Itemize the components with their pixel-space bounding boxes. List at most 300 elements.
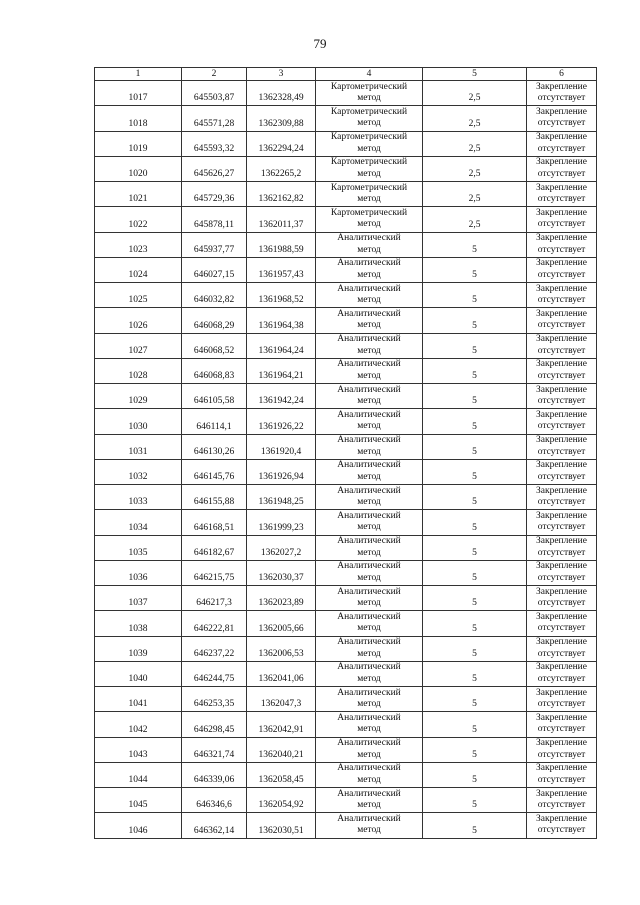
accuracy-cell: 5 — [423, 308, 527, 333]
fixing-cell-line-1: Закрепление — [536, 611, 587, 622]
method-cell-line-2: метод — [357, 118, 381, 129]
table-row — [95, 207, 597, 232]
accuracy-cell: 5 — [423, 737, 527, 762]
method-cell-line-1: Картометрический — [330, 207, 408, 218]
fixing-cell-line-2: отсутствует — [537, 724, 586, 735]
x-coordinate-cell: 646114,1 — [182, 409, 247, 434]
method-cell-line-1: Аналитический — [337, 233, 401, 244]
fixing-cell-line-1: Закрепление — [536, 687, 587, 698]
y-coordinate-cell: 1361964,38 — [247, 308, 316, 333]
method-cell — [316, 611, 423, 636]
accuracy-cell: 5 — [423, 333, 527, 358]
method-cell-line-1: Аналитический — [337, 662, 401, 673]
fixing-cell-line-2: отсутствует — [537, 648, 586, 659]
fixing-cell — [527, 813, 597, 838]
y-coordinate-cell: 1361957,43 — [247, 257, 316, 282]
fixing-cell — [527, 232, 597, 257]
fixing-cell-line-2: отсутствует — [537, 825, 586, 836]
x-coordinate-cell: 646068,83 — [182, 358, 247, 383]
fixing-cell-line-2: отсутствует — [537, 118, 586, 129]
fixing-cell-line-1: Закрепление — [536, 308, 587, 319]
fixing-cell — [527, 712, 597, 737]
x-coordinate-cell: 645937,77 — [182, 232, 247, 257]
table-row — [95, 459, 597, 484]
fixing-cell-line-1: Закрепление — [536, 586, 587, 597]
y-coordinate-cell: 1361948,25 — [247, 485, 316, 510]
y-coordinate-cell: 1362030,37 — [247, 560, 316, 585]
method-cell-line-2: метод — [357, 194, 381, 205]
accuracy-cell: 5 — [423, 384, 527, 409]
method-cell — [316, 712, 423, 737]
x-coordinate-cell: 645593,32 — [182, 131, 247, 156]
accuracy-cell: 5 — [423, 434, 527, 459]
y-coordinate-cell: 1361920,4 — [247, 434, 316, 459]
accuracy-cell: 2,5 — [423, 156, 527, 181]
method-cell-line-1: Аналитический — [337, 460, 401, 471]
method-cell-line-1: Картометрический — [330, 157, 408, 168]
fixing-cell — [527, 308, 597, 333]
point-number-cell: 1039 — [95, 636, 182, 661]
method-cell — [316, 687, 423, 712]
fixing-cell-line-1: Закрепление — [536, 81, 587, 92]
table-row — [95, 81, 597, 106]
method-cell-line-2: метод — [357, 547, 381, 558]
fixing-cell — [527, 510, 597, 535]
table-header — [95, 68, 597, 81]
fixing-cell-line-2: отсутствует — [537, 269, 586, 280]
accuracy-cell: 5 — [423, 283, 527, 308]
method-cell-line-2: метод — [357, 396, 381, 407]
method-cell-line-2: метод — [357, 572, 381, 583]
method-cell-line-1: Аналитический — [337, 384, 401, 395]
method-cell-line-2: метод — [357, 497, 381, 508]
fixing-cell-line-2: отсутствует — [537, 194, 586, 205]
x-coordinate-cell: 646222,81 — [182, 611, 247, 636]
method-cell-line-1: Аналитический — [337, 712, 401, 723]
point-number-cell: 1041 — [95, 687, 182, 712]
method-cell-line-2: метод — [357, 774, 381, 785]
table-row — [95, 737, 597, 762]
method-cell-line-1: Аналитический — [337, 409, 401, 420]
y-coordinate-cell: 1362294,24 — [247, 131, 316, 156]
method-cell — [316, 308, 423, 333]
method-cell-line-1: Аналитический — [337, 359, 401, 370]
method-cell-line-2: метод — [357, 320, 381, 331]
accuracy-cell: 5 — [423, 257, 527, 282]
fixing-cell-line-2: отсутствует — [537, 244, 586, 255]
accuracy-cell: 5 — [423, 788, 527, 813]
table-row — [95, 485, 597, 510]
method-cell-line-2: метод — [357, 269, 381, 280]
method-cell — [316, 434, 423, 459]
method-cell — [316, 182, 423, 207]
accuracy-cell: 5 — [423, 636, 527, 661]
x-coordinate-cell: 646027,15 — [182, 257, 247, 282]
point-number-cell: 1030 — [95, 409, 182, 434]
method-cell — [316, 535, 423, 560]
accuracy-cell: 5 — [423, 510, 527, 535]
y-coordinate-cell: 1362162,82 — [247, 182, 316, 207]
method-cell-line-2: метод — [357, 471, 381, 482]
x-coordinate-cell: 646244,75 — [182, 661, 247, 686]
fixing-cell-line-2: отсутствует — [537, 800, 586, 811]
method-cell — [316, 586, 423, 611]
method-cell — [316, 384, 423, 409]
method-cell-line-2: метод — [357, 749, 381, 760]
y-coordinate-cell: 1362040,21 — [247, 737, 316, 762]
fixing-cell-line-2: отсутствует — [537, 699, 586, 710]
table-row — [95, 535, 597, 560]
method-cell-line-2: метод — [357, 623, 381, 634]
y-coordinate-cell: 1362047,3 — [247, 687, 316, 712]
accuracy-cell: 2,5 — [423, 207, 527, 232]
x-coordinate-cell: 646068,52 — [182, 333, 247, 358]
accuracy-cell: 5 — [423, 762, 527, 787]
accuracy-cell: 5 — [423, 813, 527, 838]
fixing-cell — [527, 535, 597, 560]
method-cell-line-1: Аналитический — [337, 283, 401, 294]
method-cell-line-2: метод — [357, 345, 381, 356]
fixing-cell-line-1: Закрепление — [536, 485, 587, 496]
table-row — [95, 510, 597, 535]
header-row — [95, 68, 597, 81]
x-coordinate-cell: 646068,29 — [182, 308, 247, 333]
point-number-cell: 1040 — [95, 661, 182, 686]
fixing-cell-line-2: отсутствует — [537, 547, 586, 558]
table-row — [95, 762, 597, 787]
accuracy-cell: 5 — [423, 560, 527, 585]
y-coordinate-cell: 1362042,91 — [247, 712, 316, 737]
fixing-cell — [527, 358, 597, 383]
fixing-cell — [527, 156, 597, 181]
table-row — [95, 384, 597, 409]
method-cell-line-1: Аналитический — [337, 334, 401, 345]
fixing-cell-line-1: Закрепление — [536, 157, 587, 168]
fixing-cell-line-2: отсутствует — [537, 673, 586, 684]
fixing-cell — [527, 384, 597, 409]
x-coordinate-cell: 646253,35 — [182, 687, 247, 712]
method-cell — [316, 636, 423, 661]
accuracy-cell: 5 — [423, 459, 527, 484]
table-row — [95, 813, 597, 838]
fixing-cell-line-1: Закрепление — [536, 409, 587, 420]
y-coordinate-cell: 1361968,52 — [247, 283, 316, 308]
point-number-cell: 1017 — [95, 81, 182, 106]
table-row — [95, 434, 597, 459]
fixing-cell — [527, 81, 597, 106]
point-number-cell: 1025 — [95, 283, 182, 308]
y-coordinate-cell: 1362309,88 — [247, 106, 316, 131]
table-row — [95, 687, 597, 712]
fixing-cell-line-1: Закрепление — [536, 258, 587, 269]
method-cell — [316, 257, 423, 282]
y-coordinate-cell: 1361964,21 — [247, 358, 316, 383]
table-row — [95, 333, 597, 358]
table-body — [95, 81, 597, 839]
x-coordinate-cell: 645729,36 — [182, 182, 247, 207]
accuracy-cell: 5 — [423, 611, 527, 636]
table-row — [95, 560, 597, 585]
table-row — [95, 661, 597, 686]
coordinates-table — [94, 67, 597, 839]
fixing-cell-line-2: отсутствует — [537, 320, 586, 331]
method-cell-line-2: метод — [357, 522, 381, 533]
fixing-cell — [527, 737, 597, 762]
method-cell-line-1: Аналитический — [337, 308, 401, 319]
fixing-cell — [527, 661, 597, 686]
fixing-cell-line-2: отсутствует — [537, 598, 586, 609]
method-cell — [316, 333, 423, 358]
fixing-cell-line-1: Закрепление — [536, 813, 587, 824]
fixing-cell-line-2: отсутствует — [537, 749, 586, 760]
y-coordinate-cell: 1362006,53 — [247, 636, 316, 661]
method-cell — [316, 409, 423, 434]
method-cell-line-2: метод — [357, 93, 381, 104]
table-row — [95, 409, 597, 434]
point-number-cell: 1028 — [95, 358, 182, 383]
fixing-cell-line-2: отсутствует — [537, 572, 586, 583]
fixing-cell-line-1: Закрепление — [536, 359, 587, 370]
fixing-cell — [527, 257, 597, 282]
accuracy-cell: 2,5 — [423, 81, 527, 106]
column-header-3: 3 — [247, 68, 316, 81]
table-row — [95, 257, 597, 282]
table-row — [95, 156, 597, 181]
accuracy-cell: 5 — [423, 485, 527, 510]
x-coordinate-cell: 645503,87 — [182, 81, 247, 106]
accuracy-cell: 5 — [423, 661, 527, 686]
fixing-cell-line-1: Закрепление — [536, 738, 587, 749]
fixing-cell-line-2: отсутствует — [537, 623, 586, 634]
method-cell — [316, 283, 423, 308]
x-coordinate-cell: 646339,06 — [182, 762, 247, 787]
accuracy-cell: 5 — [423, 232, 527, 257]
accuracy-cell: 5 — [423, 409, 527, 434]
x-coordinate-cell: 646130,26 — [182, 434, 247, 459]
fixing-cell — [527, 560, 597, 585]
method-cell-line-2: метод — [357, 825, 381, 836]
column-header-2: 2 — [182, 68, 247, 81]
method-cell-line-1: Картометрический — [330, 182, 408, 193]
fixing-cell-line-2: отсутствует — [537, 345, 586, 356]
point-number-cell: 1043 — [95, 737, 182, 762]
method-cell-line-1: Аналитический — [337, 738, 401, 749]
fixing-cell — [527, 409, 597, 434]
fixing-cell-line-1: Закрепление — [536, 763, 587, 774]
x-coordinate-cell: 646321,74 — [182, 737, 247, 762]
fixing-cell-line-2: отсутствует — [537, 421, 586, 432]
fixing-cell — [527, 182, 597, 207]
method-cell-line-1: Картометрический — [330, 81, 408, 92]
method-cell-line-1: Аналитический — [337, 788, 401, 799]
accuracy-cell: 2,5 — [423, 131, 527, 156]
method-cell-line-1: Картометрический — [330, 106, 408, 117]
method-cell-line-1: Аналитический — [337, 637, 401, 648]
method-cell-line-1: Аналитический — [337, 763, 401, 774]
point-number-cell: 1019 — [95, 131, 182, 156]
method-cell — [316, 106, 423, 131]
fixing-cell-line-1: Закрепление — [536, 207, 587, 218]
fixing-cell-line-1: Закрепление — [536, 712, 587, 723]
column-header-6: 6 — [527, 68, 597, 81]
y-coordinate-cell: 1361988,59 — [247, 232, 316, 257]
method-cell-line-2: метод — [357, 168, 381, 179]
point-number-cell: 1021 — [95, 182, 182, 207]
x-coordinate-cell: 646362,14 — [182, 813, 247, 838]
method-cell-line-2: метод — [357, 648, 381, 659]
fixing-cell — [527, 283, 597, 308]
point-number-cell: 1022 — [95, 207, 182, 232]
y-coordinate-cell: 1362041,06 — [247, 661, 316, 686]
method-cell — [316, 762, 423, 787]
fixing-cell-line-1: Закрепление — [536, 536, 587, 547]
x-coordinate-cell: 646155,88 — [182, 485, 247, 510]
y-coordinate-cell: 1362023,89 — [247, 586, 316, 611]
method-cell-line-2: метод — [357, 219, 381, 230]
fixing-cell-line-2: отсутствует — [537, 143, 586, 154]
fixing-cell-line-1: Закрепление — [536, 132, 587, 143]
x-coordinate-cell: 646298,45 — [182, 712, 247, 737]
fixing-cell — [527, 611, 597, 636]
y-coordinate-cell: 1362030,51 — [247, 813, 316, 838]
method-cell-line-2: метод — [357, 370, 381, 381]
point-number-cell: 1036 — [95, 560, 182, 585]
x-coordinate-cell: 646105,58 — [182, 384, 247, 409]
fixing-cell — [527, 434, 597, 459]
method-cell-line-1: Аналитический — [337, 258, 401, 269]
method-cell-line-1: Аналитический — [337, 510, 401, 521]
point-number-cell: 1038 — [95, 611, 182, 636]
method-cell-line-1: Аналитический — [337, 561, 401, 572]
y-coordinate-cell: 1362005,66 — [247, 611, 316, 636]
fixing-cell-line-1: Закрепление — [536, 637, 587, 648]
point-number-cell: 1031 — [95, 434, 182, 459]
fixing-cell — [527, 687, 597, 712]
method-cell — [316, 459, 423, 484]
x-coordinate-cell: 646346,6 — [182, 788, 247, 813]
accuracy-cell: 5 — [423, 535, 527, 560]
x-coordinate-cell: 646237,22 — [182, 636, 247, 661]
table-row — [95, 283, 597, 308]
fixing-cell-line-1: Закрепление — [536, 510, 587, 521]
table-row — [95, 131, 597, 156]
point-number-cell: 1020 — [95, 156, 182, 181]
accuracy-cell: 5 — [423, 712, 527, 737]
fixing-cell-line-2: отсутствует — [537, 370, 586, 381]
x-coordinate-cell: 646182,67 — [182, 535, 247, 560]
method-cell-line-2: метод — [357, 598, 381, 609]
table-row — [95, 586, 597, 611]
x-coordinate-cell: 646217,3 — [182, 586, 247, 611]
x-coordinate-cell: 646168,51 — [182, 510, 247, 535]
fixing-cell-line-2: отсутствует — [537, 93, 586, 104]
y-coordinate-cell: 1361926,22 — [247, 409, 316, 434]
point-number-cell: 1037 — [95, 586, 182, 611]
column-header-1: 1 — [95, 68, 182, 81]
column-header-5: 5 — [423, 68, 527, 81]
table-row — [95, 788, 597, 813]
fixing-cell — [527, 788, 597, 813]
accuracy-cell: 2,5 — [423, 182, 527, 207]
point-number-cell: 1046 — [95, 813, 182, 838]
y-coordinate-cell: 1362328,49 — [247, 81, 316, 106]
fixing-cell-line-1: Закрепление — [536, 182, 587, 193]
fixing-cell-line-2: отсутствует — [537, 295, 586, 306]
point-number-cell: 1027 — [95, 333, 182, 358]
point-number-cell: 1032 — [95, 459, 182, 484]
fixing-cell-line-2: отсутствует — [537, 396, 586, 407]
fixing-cell-line-2: отсутствует — [537, 497, 586, 508]
column-header-4: 4 — [316, 68, 423, 81]
accuracy-cell: 5 — [423, 687, 527, 712]
method-cell-line-1: Аналитический — [337, 687, 401, 698]
x-coordinate-cell: 646032,82 — [182, 283, 247, 308]
method-cell-line-2: метод — [357, 244, 381, 255]
fixing-cell — [527, 207, 597, 232]
method-cell-line-1: Аналитический — [337, 435, 401, 446]
point-number-cell: 1042 — [95, 712, 182, 737]
fixing-cell-line-1: Закрепление — [536, 233, 587, 244]
page-number: 79 — [313, 36, 327, 51]
point-number-cell: 1034 — [95, 510, 182, 535]
method-cell-line-2: метод — [357, 699, 381, 710]
y-coordinate-cell: 1362027,2 — [247, 535, 316, 560]
table-row — [95, 182, 597, 207]
method-cell-line-2: метод — [357, 800, 381, 811]
method-cell — [316, 560, 423, 585]
fixing-cell-line-2: отсутствует — [537, 471, 586, 482]
method-cell — [316, 156, 423, 181]
y-coordinate-cell: 1362265,2 — [247, 156, 316, 181]
y-coordinate-cell: 1362054,92 — [247, 788, 316, 813]
fixing-cell — [527, 459, 597, 484]
point-number-cell: 1044 — [95, 762, 182, 787]
method-cell-line-2: метод — [357, 295, 381, 306]
fixing-cell-line-1: Закрепление — [536, 561, 587, 572]
method-cell — [316, 232, 423, 257]
fixing-cell-line-1: Закрепление — [536, 384, 587, 395]
table-row — [95, 636, 597, 661]
table-row — [95, 712, 597, 737]
x-coordinate-cell: 645571,28 — [182, 106, 247, 131]
point-number-cell: 1024 — [95, 257, 182, 282]
fixing-cell-line-2: отсутствует — [537, 774, 586, 785]
method-cell-line-2: метод — [357, 673, 381, 684]
fixing-cell-line-1: Закрепление — [536, 460, 587, 471]
point-number-cell: 1035 — [95, 535, 182, 560]
y-coordinate-cell: 1361964,24 — [247, 333, 316, 358]
method-cell-line-1: Картометрический — [330, 132, 408, 143]
method-cell-line-2: метод — [357, 724, 381, 735]
point-number-cell: 1023 — [95, 232, 182, 257]
point-number-cell: 1045 — [95, 788, 182, 813]
y-coordinate-cell: 1362058,45 — [247, 762, 316, 787]
method-cell-line-1: Аналитический — [337, 611, 401, 622]
method-cell — [316, 661, 423, 686]
method-cell — [316, 485, 423, 510]
point-number-cell: 1026 — [95, 308, 182, 333]
method-cell — [316, 788, 423, 813]
table-row — [95, 106, 597, 131]
y-coordinate-cell: 1362011,37 — [247, 207, 316, 232]
fixing-cell-line-2: отсутствует — [537, 522, 586, 533]
fixing-cell-line-2: отсутствует — [537, 446, 586, 457]
x-coordinate-cell: 646215,75 — [182, 560, 247, 585]
method-cell — [316, 358, 423, 383]
method-cell — [316, 737, 423, 762]
method-cell — [316, 207, 423, 232]
x-coordinate-cell: 645878,11 — [182, 207, 247, 232]
